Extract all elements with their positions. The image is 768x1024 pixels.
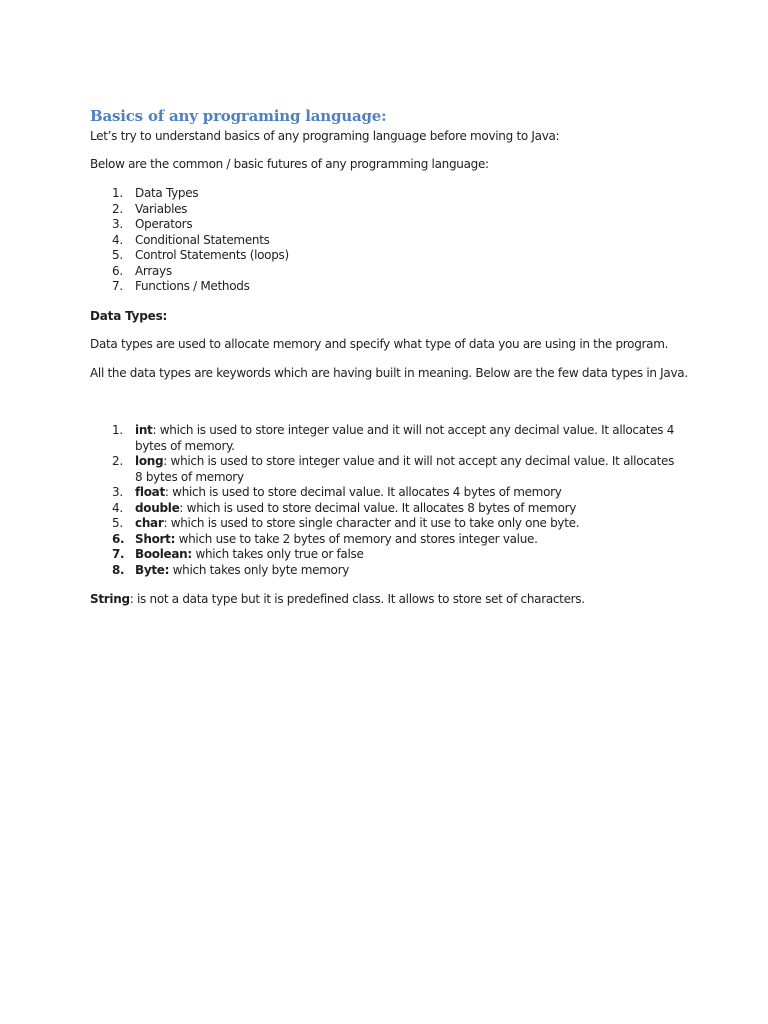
string-description: : is not a data type but it is predefined class. It allows to store set of characters. — [129, 592, 585, 606]
data-type-description: : which is used to store decimal value. It allocates 8 bytes of memory — [179, 500, 577, 515]
list-item — [108, 217, 289, 233]
page-title: Basics of any programing language: — [90, 107, 387, 125]
data-type-description: : which is used to store integer value and it will not accept any decimal value. It allocates 8 bytes of memory — [135, 454, 675, 484]
data-type-description: which use to take 2 bytes of memory and stores integer value. — [175, 531, 538, 546]
list-item — [108, 202, 289, 218]
data-type-term: double — [135, 500, 180, 515]
data-type-description: which takes only true or false — [191, 547, 364, 561]
list-number: 4. — [112, 232, 123, 247]
list-number: 4. — [112, 500, 123, 515]
list-item-text: Conditional Statements — [135, 232, 270, 247]
list-item-text: Arrays — [135, 263, 172, 278]
list-item — [108, 248, 289, 264]
list-item-text: Functions / Methods — [135, 279, 250, 293]
list-number: 5. — [112, 248, 123, 262]
list-item — [108, 264, 289, 280]
list-item — [108, 563, 678, 579]
section-heading-data-types: Data Types: — [90, 309, 168, 323]
data-type-term: Boolean: — [135, 547, 192, 561]
list-number: 7. — [112, 279, 123, 293]
data-types-list — [108, 423, 678, 578]
data-type-description: : which is used to store integer value and it will not accept any decimal value. It allocates 4 bytes of memory. — [135, 423, 675, 453]
list-number: 1. — [112, 423, 123, 437]
list-item — [108, 547, 678, 563]
list-item — [108, 454, 678, 485]
data-type-description: : which is used to store decimal value. It allocates 4 bytes of memory — [164, 485, 562, 499]
list-number: 3. — [112, 485, 123, 499]
list-item — [108, 516, 678, 532]
string-paragraph — [90, 592, 585, 607]
list-number: 6. — [112, 531, 125, 546]
data-type-term: float — [135, 485, 165, 499]
list-item — [108, 501, 678, 517]
list-number: 8. — [112, 562, 125, 577]
list-item — [108, 423, 678, 454]
data-type-term: char — [135, 516, 164, 530]
list-number: 5. — [112, 516, 123, 530]
list-number: 1. — [112, 186, 123, 200]
list-number: 3. — [112, 217, 123, 231]
list-item — [108, 233, 289, 249]
data-type-term: Short: — [135, 531, 176, 546]
data-type-description: which takes only byte memory — [169, 562, 350, 577]
data-type-description: : which is used to store single character and it use to take only one byte. — [163, 516, 580, 530]
intro-paragraph-1: Let’s try to understand basics of any programing language before moving to Java: — [90, 129, 560, 143]
features-list — [108, 186, 289, 295]
list-item-text: Control Statements (loops) — [135, 248, 289, 262]
list-item — [108, 532, 678, 548]
list-number: 2. — [112, 201, 123, 216]
list-number: 6. — [112, 263, 123, 278]
list-item — [108, 186, 289, 202]
string-term: String — [90, 592, 130, 606]
data-type-term: int — [135, 423, 153, 437]
list-number: 2. — [112, 454, 123, 468]
list-item-text: Variables — [135, 201, 188, 216]
section-paragraph-2: All the data types are keywords which are having built in meaning. Below are the few data types in Java. — [90, 366, 688, 380]
list-item — [108, 485, 678, 501]
list-number: 7. — [112, 547, 125, 561]
intro-paragraph-2: Below are the common / basic futures of any programming language: — [90, 157, 489, 171]
list-item-text: Data Types — [135, 186, 199, 200]
section-paragraph-1: Data types are used to allocate memory and specify what type of data you are using in the program. — [90, 337, 669, 351]
data-type-term: Byte: — [135, 562, 170, 577]
list-item-text: Operators — [135, 217, 193, 231]
list-item — [108, 279, 289, 295]
data-type-term: long — [135, 454, 164, 468]
